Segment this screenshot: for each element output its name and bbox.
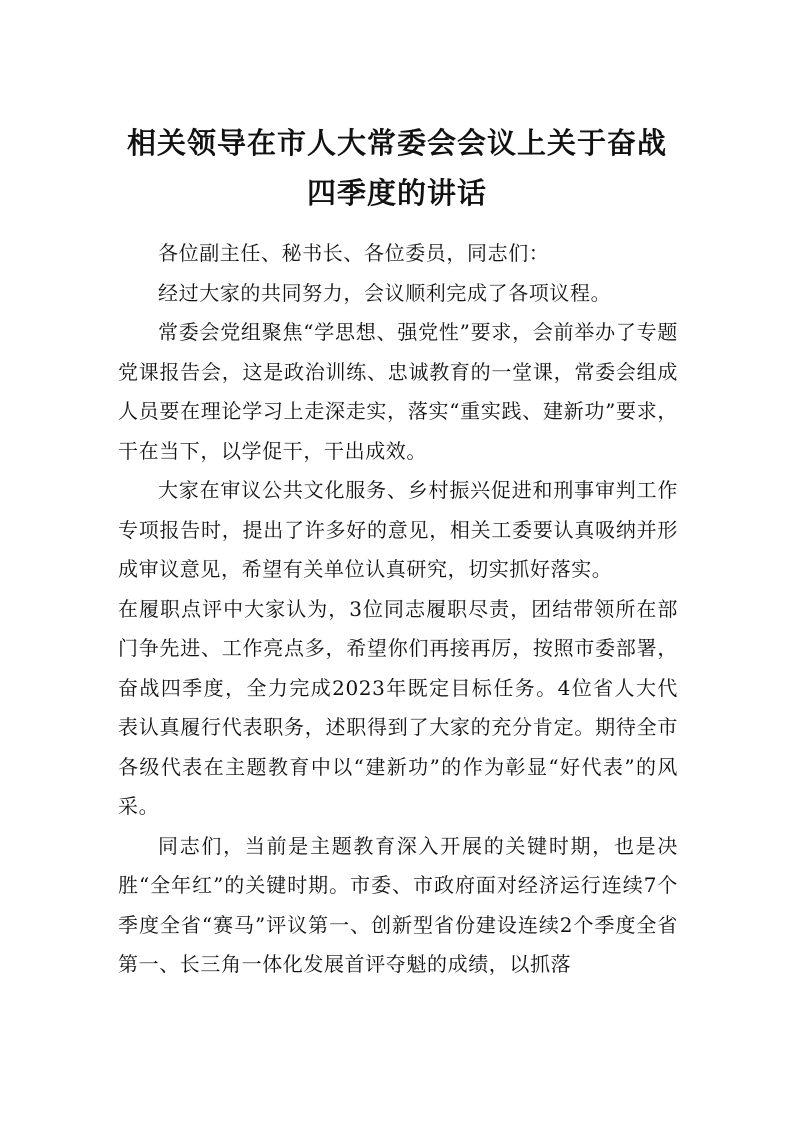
- body-paragraph: 在履职点评中大家认为，3位同志履职尽责，团结带领所在部门争先进、工作亮点多，希望你们再接再厉，按照市委部署，奋战四季度，全力完成2023年既定目标任务。4位省人大代表认真履行代表职务，述职得到了大家的充分肯定。期待全市各级代表在主题教育中以“建新功”的作为彰显“好代表”的风采。: [118, 596, 678, 818]
- body-paragraph: 大家在审议公共文化服务、乡村振兴促进和刑事审判工作专项报告时，提出了许多好的意见，相关工委要认真吸纳并形成审议意见，希望有关单位认真研究，切实抓好落实。: [118, 478, 678, 581]
- document-body: [118, 234, 678, 985]
- body-paragraph: 同志们，当前是主题教育深入开展的关键时期，也是决胜“全年红”的关键时期。市委、市政府面对经济运行连续7个季度全省“赛马”评议第一、创新型省份建设连续2个季度全省第一、长三角一体化发展首评夺魁的成绩，以抓落: [118, 833, 678, 976]
- body-paragraph: 经过大家的共同努力，会议顺利完成了各项议程。: [158, 280, 612, 305]
- title-line-2: 四季度的讲话: [306, 176, 487, 210]
- title-line-1: 相关领导在市人大常委会会议上关于奋战: [126, 126, 667, 160]
- document-title: [112, 118, 682, 218]
- body-paragraph: 常委会党组聚焦“学思想、强党性”要求，会前举办了专题党课报告会，这是政治训练、忠诚教育的一堂课，常委会组成人员要在理论学习上走深走实，落实“重实践、建新功”要求，干在当下，以学促干，干出成效。: [118, 320, 678, 463]
- salutation-paragraph: 各位副主任、秘书长、各位委员，同志们：: [158, 241, 550, 265]
